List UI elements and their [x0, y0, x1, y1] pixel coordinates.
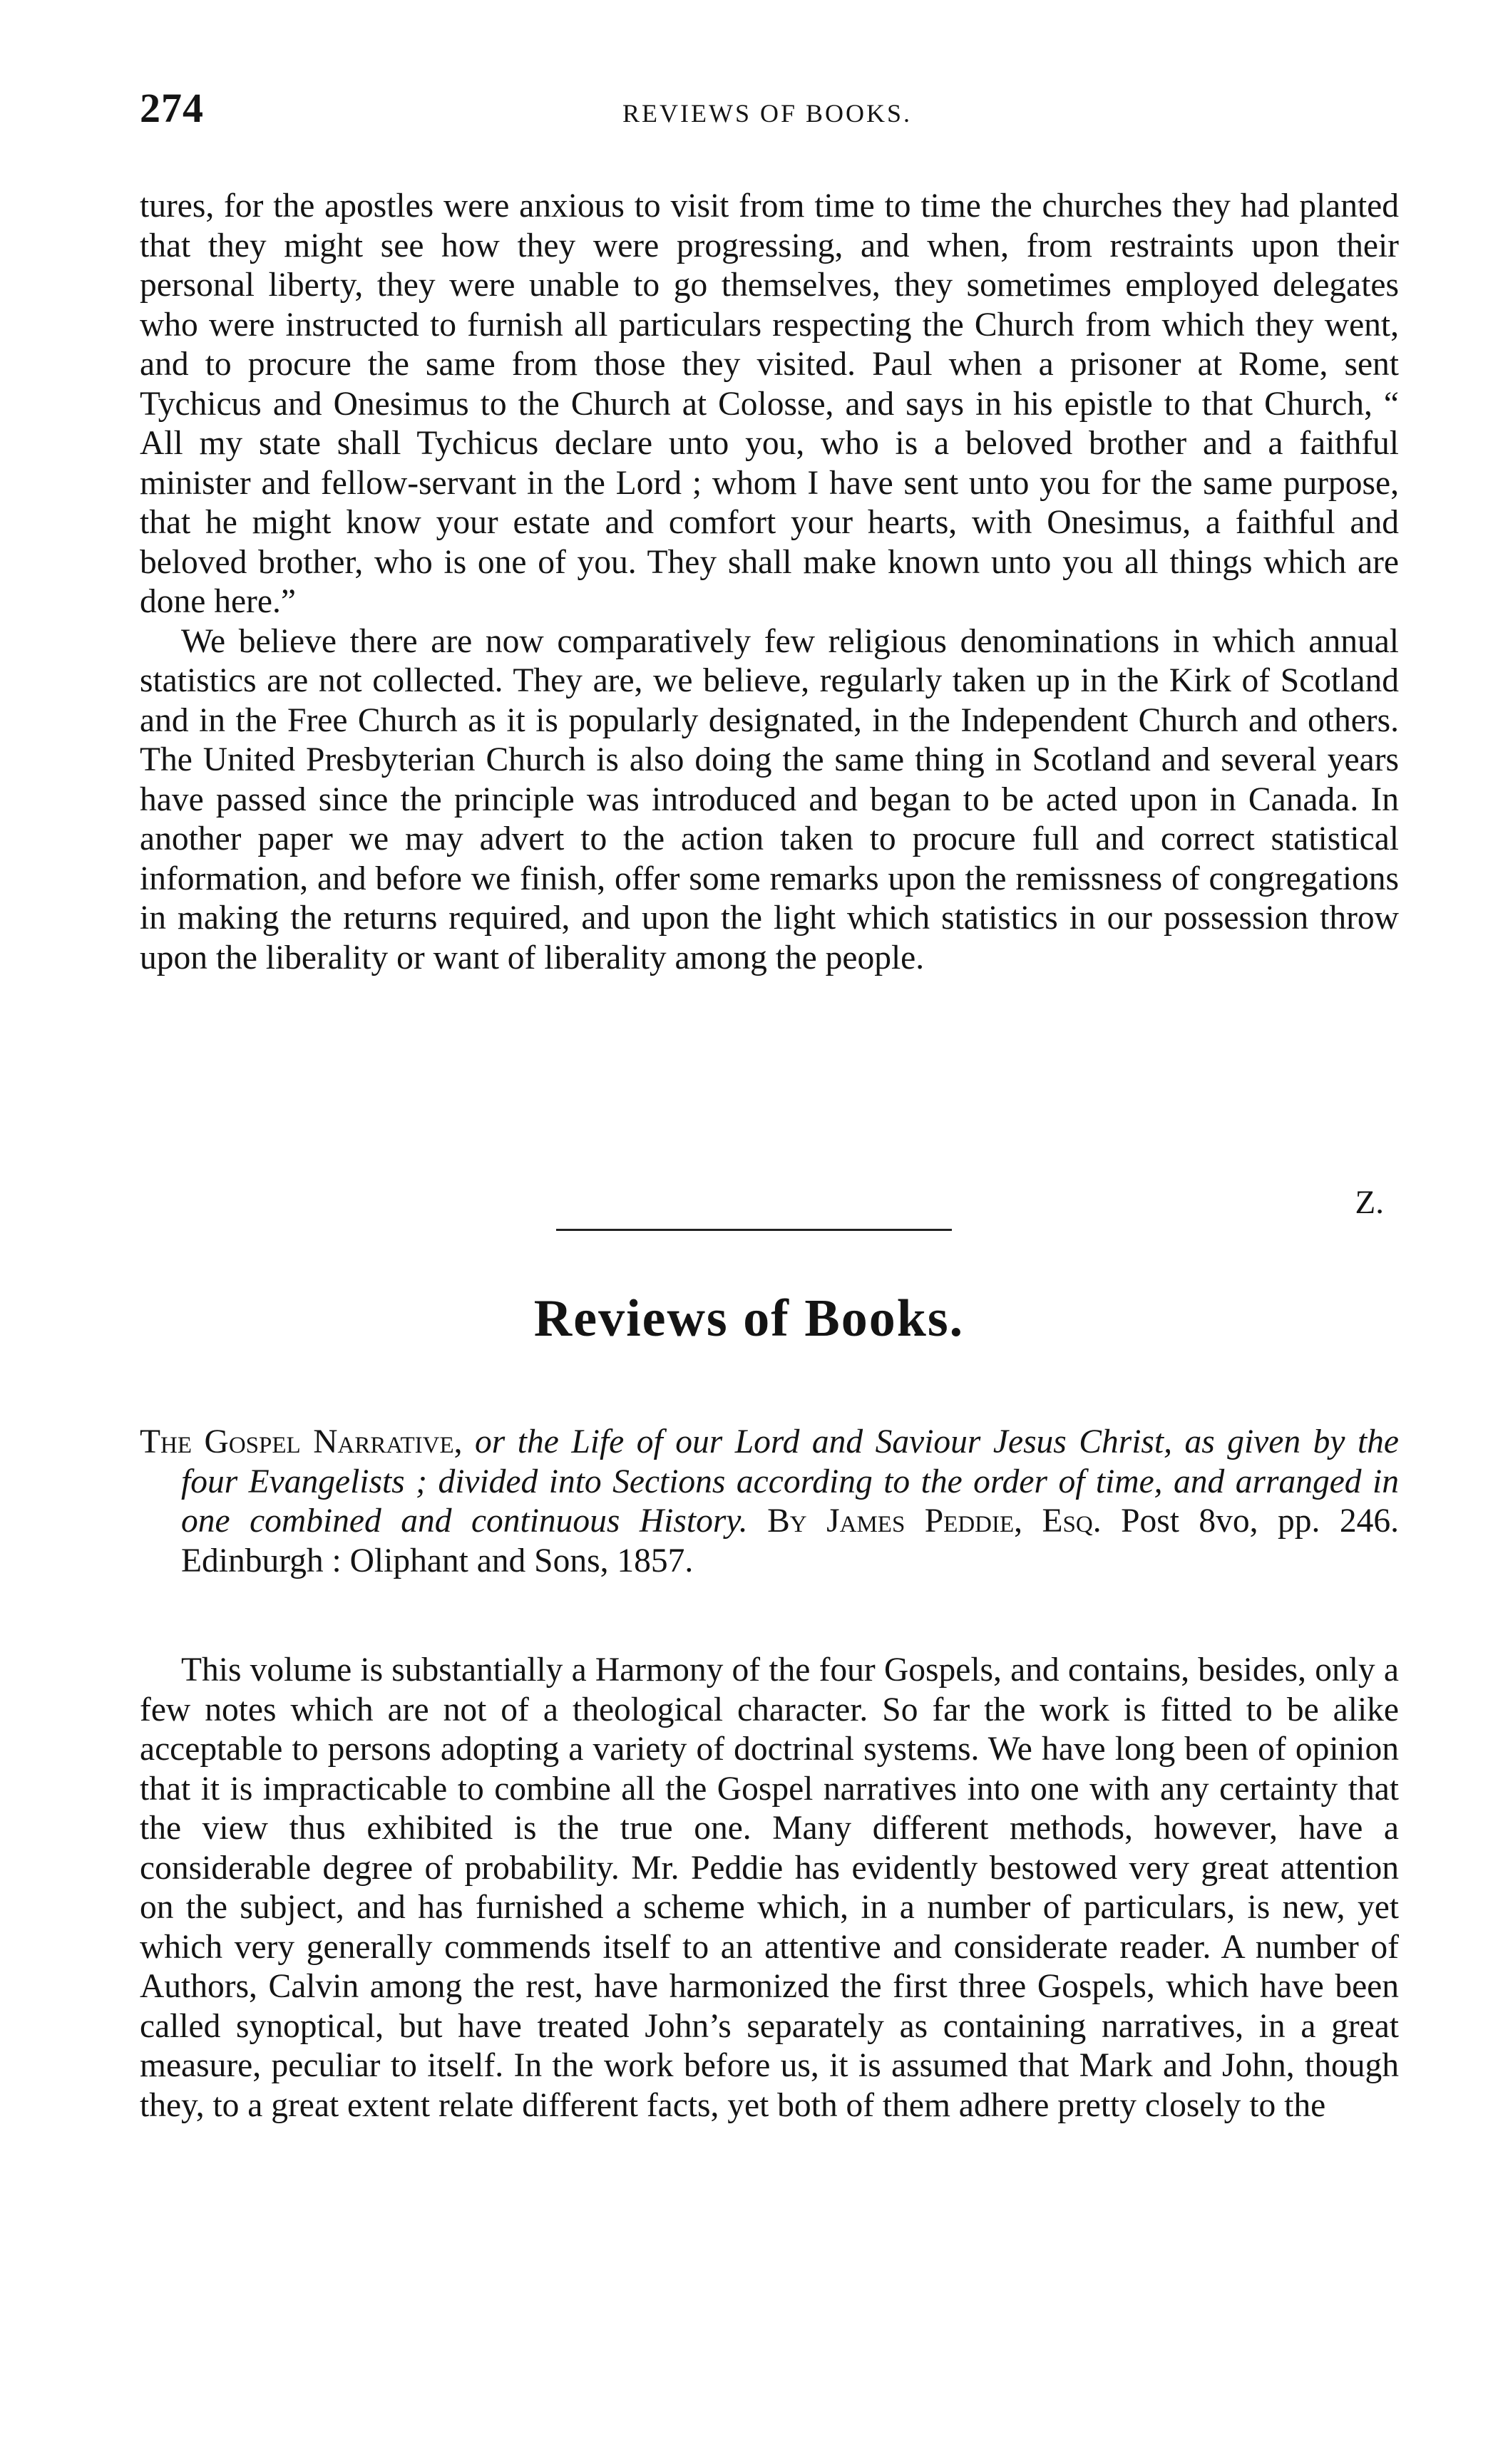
section-divider	[556, 1229, 952, 1231]
review-paragraph: This volume is substantially a Harmony of the four Gospels, and contains, besides, only a few notes which are not of a theological character. So far the work is fitted to be alike acceptable to persons adopting a variety of doctrinal systems. We have long been of opinion that it is impracticable to combine all the Gospel narratives into one with any certainty that the view thus exhibited is the true one. Many different methods, however, have a considerable degree of probability. Mr. Peddie has evidently bestowed very great attention on the subject, and has furnished a scheme which, in a number of particulars, is new, yet which very generally commends itself to an attentive and considerate reader. A number of Authors, Calvin among the rest, have harmonized the first three Gospels, which have been called synoptical, but have treated John’s separately as containing narratives, in a great measure, peculiar to itself. In the work before us, it is assumed that Mark and John, though they, to a great extent relate different facts, yet both of them adhere pretty closely to the	[140, 1651, 1399, 2124]
book-by: By	[767, 1502, 807, 1540]
article-paragraph: We believe there are now comparatively few religious denominations in which annual statistics are not collected. They are, we believe, regularly taken up in the Kirk of Scotland and in the Free Church as it is popularly designated, in the Independent Church and others. The United Presbyterian Church is also doing the same thing in Scotland and several years have passed since the principle was introduced and began to be acted upon in Canada. In another paper we may advert to the action taken to procure full and correct statistical information, and before we finish, offer some remarks upon the remissness of congregations in making the returns required, and upon the light which statistics in our possession throw upon the liberality or want of liberality among the people.	[140, 622, 1399, 976]
running-head: REVIEWS OF BOOKS.	[622, 99, 913, 128]
book-title: The Gospel Narrative,	[140, 1423, 463, 1460]
book-citation	[140, 1423, 1399, 1581]
section-heading: Reviews of Books.	[533, 1289, 965, 1348]
book-details: Post 8vo, pp. 246. Edinburgh : Oliphant and Sons, 1857.	[181, 1502, 1399, 1579]
article-signature: Z.	[1355, 1184, 1384, 1221]
review-body	[140, 1651, 1399, 2125]
article-paragraph: tures, for the apostles were anxious to visit from time to time the churches they had planted that they might see how they were progressing, and when, from restraints upon their personal liberty, they were unable to go themselves, they sometimes employed delegates who were instructed to furnish all particulars respecting the Church from which they went, and to procure the same from those they visited. Paul when a prisoner at Rome, sent Tychicus and Onesimus to the Church at Colosse, and says in his epistle to that Church, “ All my state shall Tychicus declare unto you, who is a beloved brother and a faithful minister and fellow-servant in the Lord ; whom I have sent unto you for the same purpose, that he might know your estate and comfort your hearts, with Onesimus, a faithful and beloved brother, who is one of you. They shall make known unto you all things which are done here.”	[140, 187, 1399, 620]
book-subtitle: or the Life of our Lord and Saviour Jesus Christ, as given by the four Evangelists ; divided into Sections according to the order of time, and arranged in one combined and continuous History.	[181, 1423, 1399, 1540]
article-continuation	[140, 187, 1399, 978]
page-number: 274	[140, 85, 204, 131]
book-author: James Peddie, Esq.	[826, 1502, 1102, 1540]
page-header	[140, 84, 1395, 141]
